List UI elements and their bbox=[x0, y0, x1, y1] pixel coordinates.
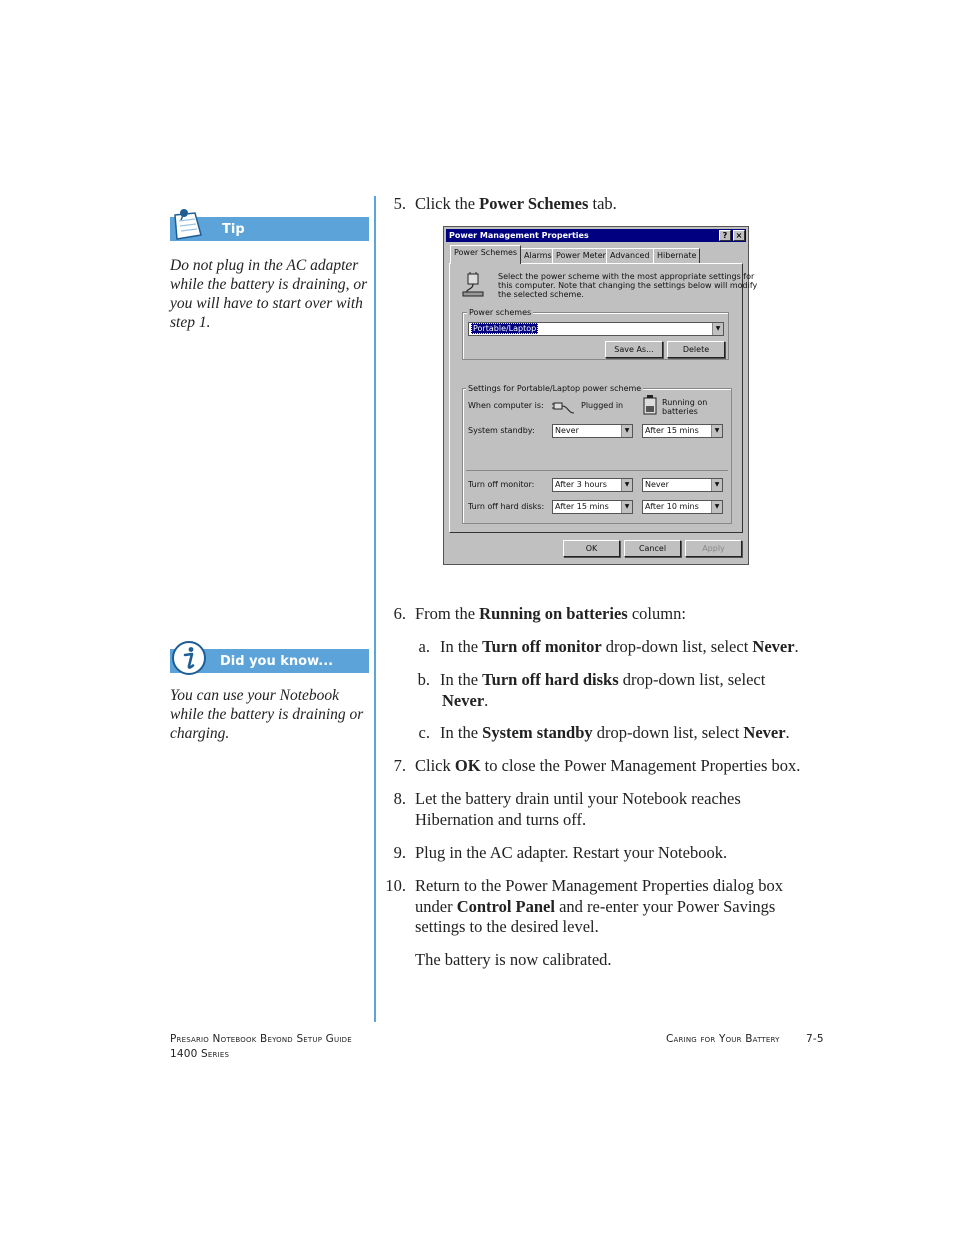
footer-series: 1400 Series bbox=[170, 1048, 230, 1060]
footer-book-title: Presario Notebook Beyond Setup Guide bbox=[170, 1033, 352, 1045]
tab-power-schemes[interactable]: Power Schemes bbox=[450, 245, 521, 264]
tab-power-meter[interactable]: Power Meter bbox=[552, 248, 610, 263]
ok-button[interactable]: OK bbox=[563, 540, 620, 557]
power-schemes-panel: Select the power scheme with the most appropriate settings for this computer. Note that changing the settings below will modify the selected scheme. Power schemes Portable/Laptop ▼ Save As... Delete Settings for Portable/Laptop power scheme When computer is: Plugged in Running on batteries System standby: Never ▼ After 15 mins ▼ Turn off monitor: After 3 hours ▼ Never ▼ Turn off hard disks: After 15 mins ▼ After 10 mins ▼ bbox=[449, 263, 743, 533]
power-management-dialog bbox=[443, 226, 758, 565]
help-button[interactable]: ? bbox=[719, 230, 731, 241]
cancel-button[interactable]: Cancel bbox=[624, 540, 681, 557]
turn-off-monitor-plugged-select[interactable]: After 3 hours ▼ bbox=[552, 478, 633, 492]
turn-off-hard-disks-plugged-select[interactable]: After 15 mins ▼ bbox=[552, 500, 633, 514]
footer-chapter: Caring for Your Battery bbox=[666, 1033, 780, 1045]
column-divider bbox=[374, 196, 376, 1022]
settings-separator bbox=[466, 470, 728, 471]
chevron-down-icon: ▼ bbox=[621, 479, 632, 491]
turn-off-hard-disks-label: Turn off hard disks: bbox=[468, 502, 545, 511]
system-standby-label: System standby: bbox=[468, 426, 535, 435]
dialog-titlebar bbox=[446, 229, 746, 242]
turn-off-monitor-label: Turn off monitor: bbox=[468, 480, 535, 489]
turn-off-hard-disks-battery-select[interactable]: After 10 mins ▼ bbox=[642, 500, 723, 514]
pushpin-note-icon bbox=[171, 207, 207, 241]
dialog-title: Power Management Properties bbox=[449, 231, 589, 240]
tip-text: Do not plug in the AC adapter while the battery is draining, or you will have to start over with step 1. bbox=[170, 257, 368, 331]
power-plug-icon bbox=[460, 272, 486, 298]
chevron-down-icon: ▼ bbox=[621, 425, 632, 437]
did-you-know-text: You can use your Notebook while the battery is draining or charging. bbox=[170, 687, 364, 742]
save-as-button[interactable]: Save As... bbox=[605, 341, 663, 358]
close-button[interactable]: × bbox=[733, 230, 745, 241]
delete-button[interactable]: Delete bbox=[667, 341, 725, 358]
settings-label: Settings for Portable/Laptop power scheme bbox=[468, 384, 642, 393]
tab-hibernate[interactable]: Hibernate bbox=[653, 248, 700, 263]
power-schemes-label: Power schemes bbox=[469, 308, 532, 317]
running-on-label: Running on bbox=[662, 398, 708, 407]
closing-text: The battery is now calibrated. bbox=[415, 950, 612, 969]
tip-label: Tip bbox=[222, 222, 245, 237]
battery-icon bbox=[642, 394, 658, 416]
power-scheme-select[interactable]: Portable/Laptop ▼ bbox=[468, 322, 724, 336]
plugged-in-label: Plugged in bbox=[581, 401, 624, 410]
system-standby-battery-select[interactable]: After 15 mins ▼ bbox=[642, 424, 723, 438]
when-computer-label: When computer is: bbox=[468, 401, 544, 410]
system-standby-plugged-select[interactable]: Never ▼ bbox=[552, 424, 633, 438]
tab-alarms[interactable]: Alarms bbox=[520, 248, 556, 263]
apply-button[interactable]: Apply bbox=[685, 540, 742, 557]
chevron-down-icon: ▼ bbox=[621, 501, 632, 513]
tab-advanced[interactable]: Advanced bbox=[606, 248, 654, 263]
chevron-down-icon: ▼ bbox=[712, 323, 723, 335]
footer-page-number: 7-5 bbox=[806, 1033, 824, 1045]
chevron-down-icon: ▼ bbox=[711, 425, 722, 437]
chevron-down-icon: ▼ bbox=[711, 479, 722, 491]
did-you-know-label: Did you know... bbox=[220, 654, 334, 669]
turn-off-monitor-battery-select[interactable]: Never ▼ bbox=[642, 478, 723, 492]
plug-icon bbox=[552, 393, 576, 417]
chevron-down-icon: ▼ bbox=[711, 501, 722, 513]
batteries-label: batteries bbox=[662, 407, 698, 416]
info-icon bbox=[171, 640, 207, 676]
